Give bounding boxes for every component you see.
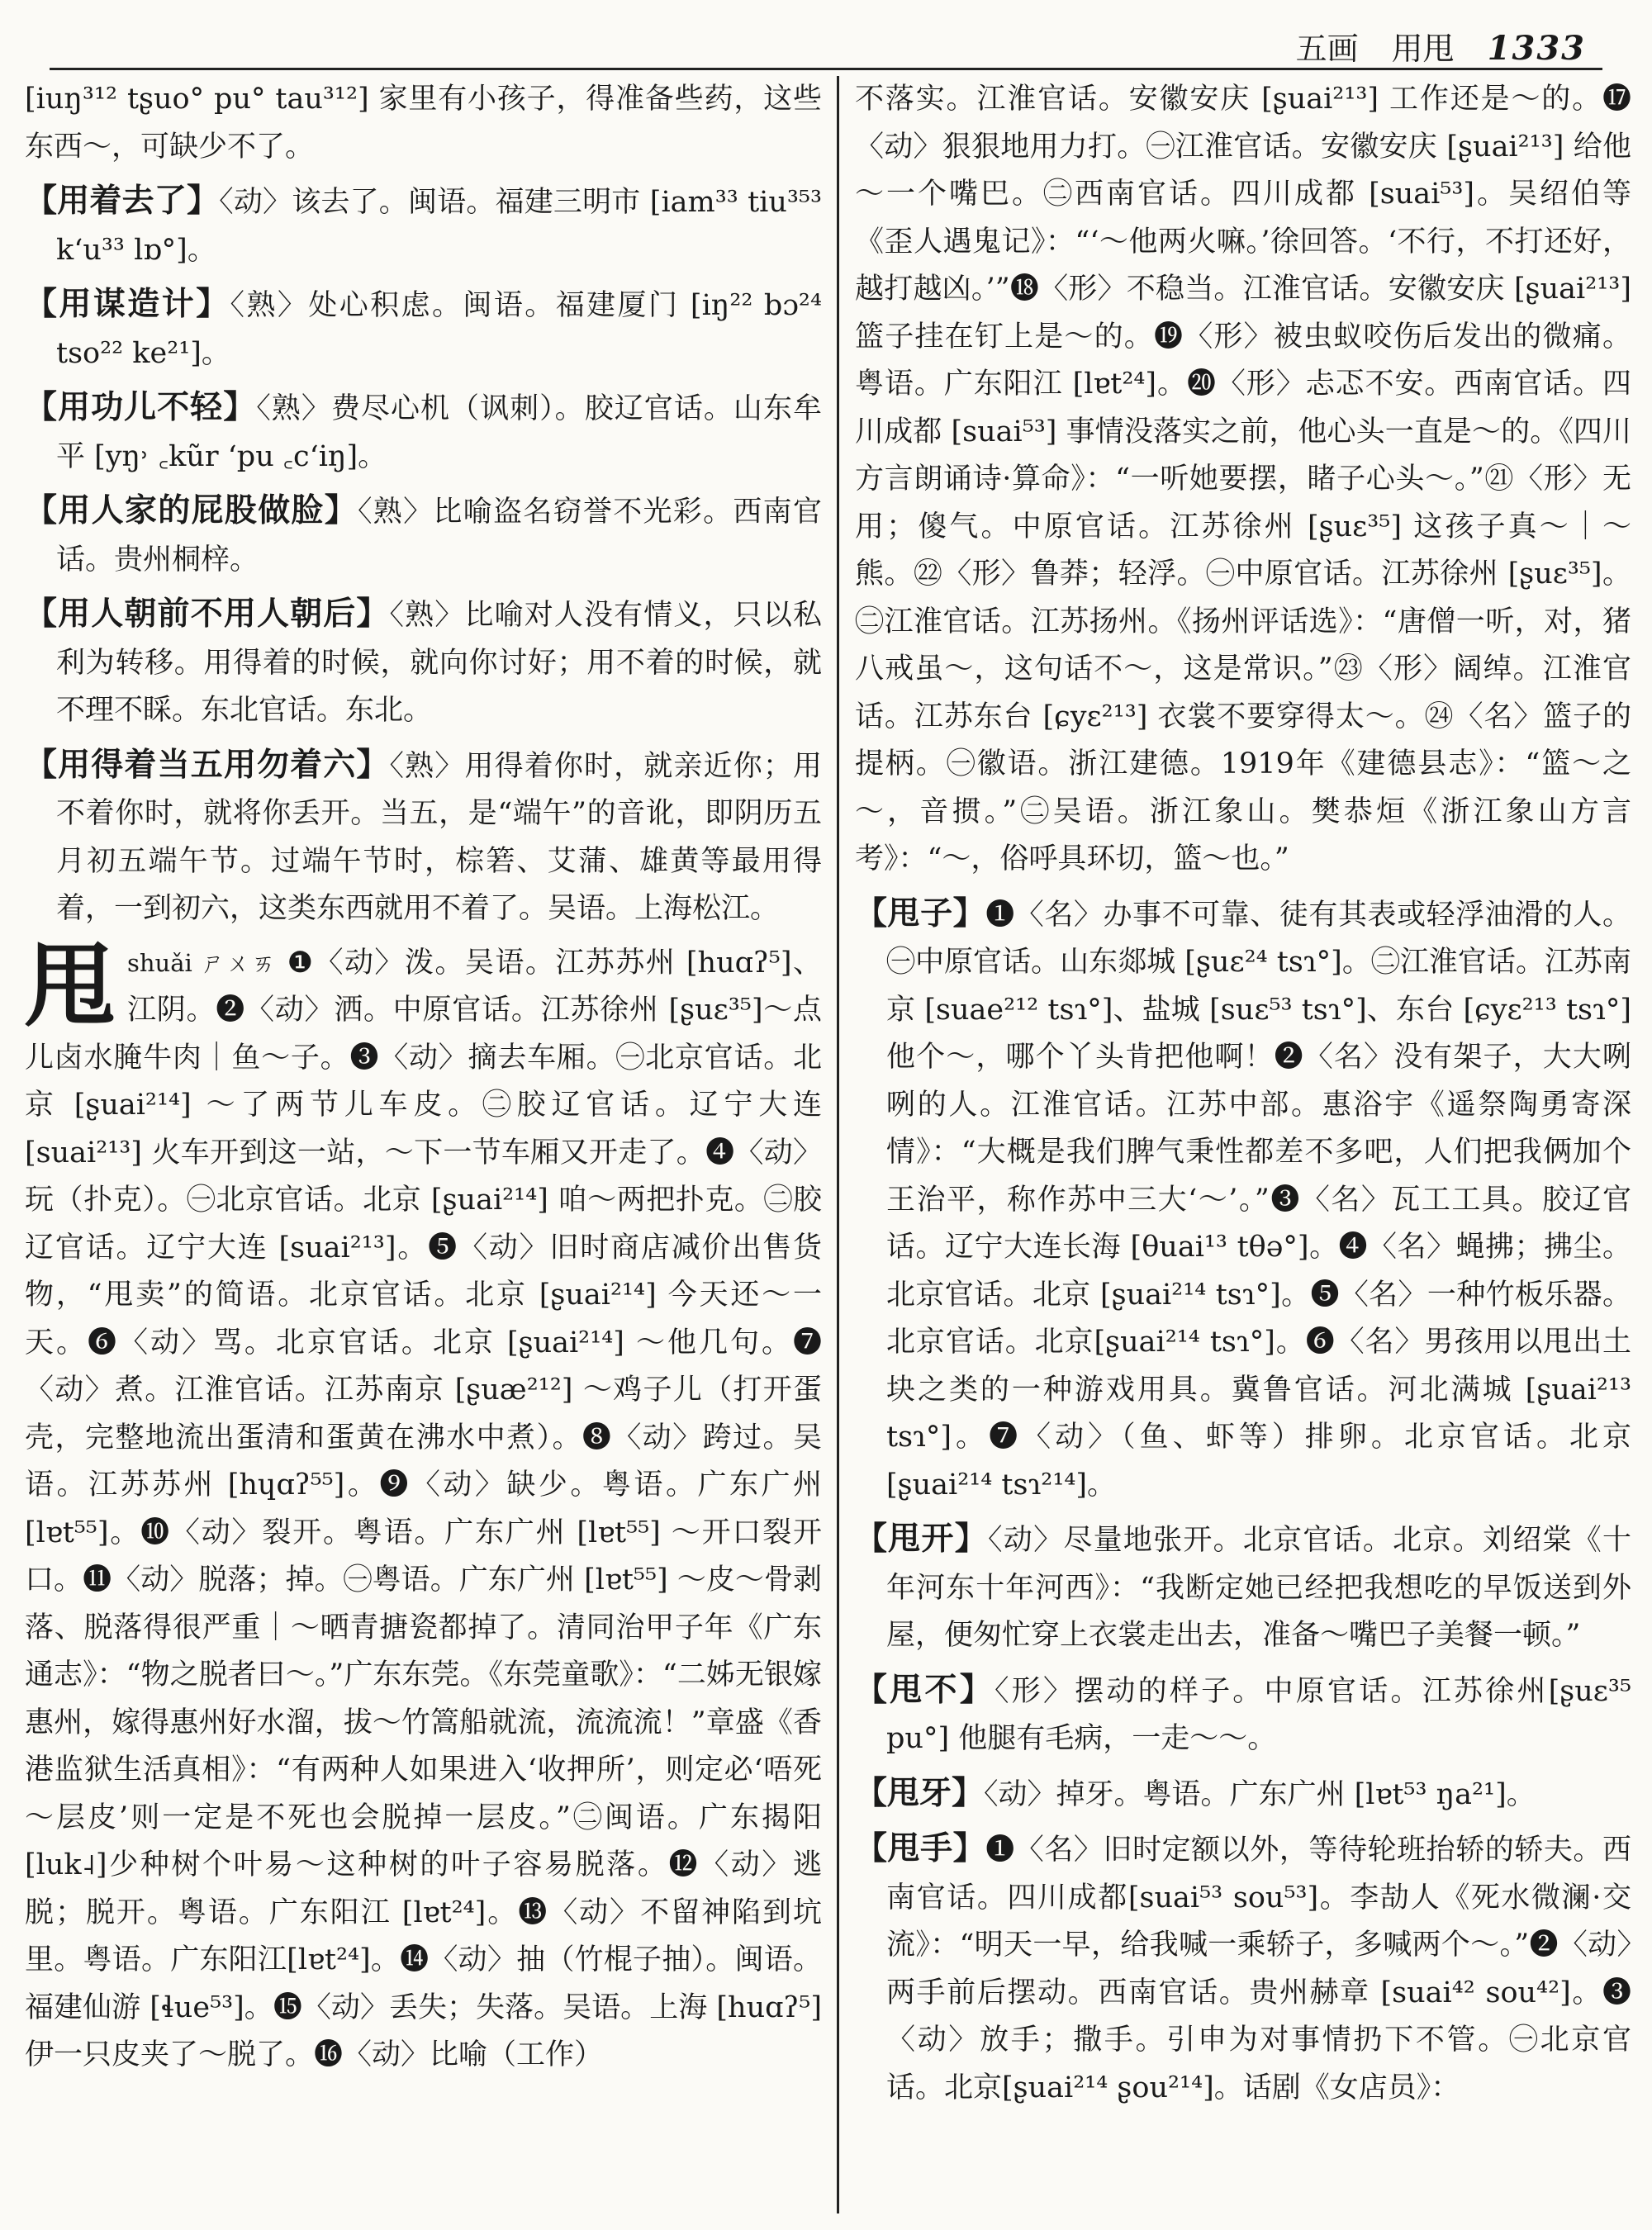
entry-headword: 【用功儿不轻】 xyxy=(25,388,257,426)
header-rule xyxy=(50,68,1602,70)
entry-headword: 【用人家的屁股做脸】 xyxy=(25,491,358,529)
entry-headword: 【甩牙】 xyxy=(855,1773,985,1812)
entry-definition: 〈动〉掉牙。粤语。广东广州 [lɐt⁵³ ŋa²¹]。 xyxy=(984,1777,1536,1811)
column-divider xyxy=(837,76,839,2213)
head-character-pinyin: shuǎi ㄕㄨㄞ xyxy=(127,948,277,977)
dictionary-entry xyxy=(25,384,822,481)
page-number: 1333 xyxy=(1487,29,1586,68)
entry-headword: 【用得着当五用勿着六】 xyxy=(25,745,390,784)
main-entry-definition: ❶〈动〉泼。吴语。江苏苏州 [huɑʔ⁵]、江阴。❷〈动〉洒。中原官话。江苏徐州 [ʂuɛ³⁵]～点儿卤水腌牛肉｜鱼～子。❸〈动〉摘去车厢。㊀北京官话。北京 [ʂuai²¹⁴] ～了两节儿车皮。㊁胶辽官话。辽宁大连 [suai²¹³] 火车开到这一站，～下一节车厢又开走了。❹〈动〉玩（扑克）。㊀北京官话。北京 [ʂuai²¹⁴] 咱～两把扑克。㊁胶辽官话。辽宁大连 [suai²¹³]。❺〈动〉旧时商店减价出售货物，“甩卖”的简语。北京官话。北京 [ʂuai²¹⁴] 今天还～一天。❻〈动〉骂。北京官话。北京 [ʂuai²¹⁴] ～他几句。❼〈动〉煮。江淮官话。江苏南京 [ʂuæ²¹²] ～鸡子儿（打开蛋壳，完整地流出蛋清和蛋黄在沸水中煮）。❽〈动〉跨过。吴语。江苏苏州 [hɥɑʔ⁵⁵]。❾〈动〉缺少。粤语。广东广州 [lɐt⁵⁵]。❿〈动〉裂开。粤语。广东广州 [lɐt⁵⁵] ～开口裂开口。⓫〈动〉脱落；掉。㊀粤语。广东广州 [lɐt⁵⁵] ～皮～骨剥落、脱落得很严重｜～晒青搪瓷都掉了。清同治甲子年《广东通志》：“物之脱者曰～。”广东东莞。《东莞童歌》：“二姊无银嫁惠州，嫁得惠州好水溜，拔～竹篙船就流，流流流！”章盛《香港监狱生活真相》：“有两种人如果进入‘收押所’，则定必‘唔死～层皮’则一定是不死也会脱掉一层皮。”㊁闽语。广东揭阳 [luk˨]少种树个叶易～这种树的叶子容易脱落。⓬〈动〉逃脱；脱开。粤语。广东阳江 [lɐt²⁴]。⓭〈动〉不留神陷到坑里。粤语。广东阳江[lɐt²⁴]。⓮〈动〉抽（竹棍子抽）。闽语。福建仙游 [ɬue⁵³]。⓯〈动〉丢失；失落。吴语。上海 [huɑʔ⁵] 伊一只皮夹了～脱了。⓰〈动〉比喻（工作） xyxy=(25,946,822,2071)
entry-definition: 〈熟〉比喻盗名窃誉不光彩。西南官话。贵州桐梓。 xyxy=(56,496,822,576)
entry-definition: 〈熟〉费尽心机（讽刺）。胶辽官话。山东牟平 [yŋ˒ ꜀kũr ʻpu ꜀cʻiŋ]。 xyxy=(56,392,822,473)
dictionary-entry xyxy=(855,890,1631,1510)
dictionary-entry xyxy=(25,591,822,735)
dictionary-entry xyxy=(25,742,822,933)
entry-headword: 【用人朝前不用人朝后】 xyxy=(25,595,390,633)
dictionary-entry xyxy=(25,487,822,584)
entry-headword: 【用着去了】 xyxy=(25,182,220,220)
dictionary-entry xyxy=(855,1825,1631,2112)
head-character: 甩 xyxy=(25,932,116,1039)
dictionary-entry xyxy=(855,1516,1631,1660)
entry-definition: ❶〈名〉办事不可靠、徒有其表或轻浮油滑的人。㊀中原官话。山东郯城 [ʂuɛ²⁴ tsɿ°]。㊁江淮官话。江苏南京 [suae²¹² tsɿ°]、盐城 [suɛ⁵³ tsɿ°]、东台 [ɕyɛ²¹³ tsɿ°]他个～，哪个丫头肯把他啊！❷〈名〉没有架子，大大咧咧的人。江淮官话。江苏中部。惠浴宇《遥祭陶勇寄深情》：“大概是我们脾气秉性都差不多吧，人们把我俩加个王治平，称作苏中三大‘～’。”❸〈名〉瓦工工具。胶辽官话。辽宁大连长海 [θuai¹³ tθə°]。❹〈名〉蝇拂；拂尘。北京官话。北京 [ʂuai²¹⁴ tsɿ°]。❺〈名〉一种竹板乐器。北京官话。北京[ʂuai²¹⁴ tsɿ°]。❻〈名〉男孩用以甩出土块之类的一种游戏用具。冀鲁官话。河北满城 [ʂuai²¹³ tsɿ°]。❼〈动〉（鱼、虾等）排卵。北京官话。北京 [ʂuai²¹⁴ tsɿ²¹⁴]。 xyxy=(886,898,1631,1502)
left-column xyxy=(25,76,822,2213)
dictionary-entry xyxy=(25,281,822,377)
entry-definition: ❶〈名〉旧时定额以外，等待轮班抬轿的轿夫。西南官话。四川成都[suai⁵³ sou⁵³]。李劼人《死水微澜·交流》：“明天一早，给我喊一乘轿子，多喊两个～。”❷〈动〉两手前后摆动。西南官话。贵州赫章 [suai⁴² sou⁴²]。❸〈动〉放手；撒手。引申为对事情扔下不管。㊀北京官话。北京[ʂuai²¹⁴ ʂou²¹⁴]。话剧《女店员》： xyxy=(886,1834,1631,2104)
entry-definition: 〈熟〉比喻对人没有情义，只以私利为转移。用得着的时候，就向你讨好；用不着的时候，就不理不睬。东北官话。东北。 xyxy=(56,599,822,727)
entry-definition: 〈动〉该去了。闽语。福建三明市 [iam³³ tiu³⁵³ kʻu³³ lɒ°]。 xyxy=(56,186,822,267)
entry-headword: 【甩开】 xyxy=(855,1520,989,1558)
entry-definition: 〈动〉尽量地张开。北京官话。北京。刘绍棠《十年河东十年河西》：“我断定她已经把我想吃的早饭送到外屋，便匆忙穿上衣裳走出去，准备～嘴巴子美餐一顿。” xyxy=(886,1524,1631,1652)
continued-entry-text: 不落实。江淮官话。安徽安庆 [ʂuai²¹³] 工作还是～的。⓱〈动〉狠狠地用力打。㊀江淮官话。安徽安庆 [ʂuai²¹³] 给他～一个嘴巴。㊁西南官话。四川成都 [suai⁵³]。吴绍伯等《歪人遇鬼记》：“‘～他两火嘛。’徐回答。‘不行，不打还好，越打越凶。’”⓲〈形〉不稳当。江淮官话。安徽安庆 [ʂuai²¹³] 篮子挂在钉上是～的。⓳〈形〉被虫蚁咬伤后发出的微痛。粤语。广东阳江 [lɐt²⁴]。⓴〈形〉忐忑不安。西南官话。四川成都 [suai⁵³] 事情没落实之前，他心头一直是～的。《四川方言朗诵诗·算命》：“一听她要摆，睹子心头～。”㉑〈形〉无用；傻气。中原官话。江苏徐州 [ʂuɛ³⁵] 这孩子真～｜～熊。㉒〈形〉鲁莽；轻浮。㊀中原官话。江苏徐州 [ʂuɛ³⁵]。㊁江淮官话。江苏扬州。《扬州评话选》：“唐僧一听，对，猪八戒虽～，这句话不～，这是常识。”㉓〈形〉阔绰。江淮官话。江苏东台 [ɕyɛ²¹³] 衣裳不要穿得太～。㉔〈名〉篮子的提柄。㊀徽语。浙江建德。1919年《建德县志》：“篮～之～，音掼。”㊁吴语。浙江象山。樊恭烜《浙江象山方言考》：“～，俗呼具环切，篮～也。” xyxy=(855,83,1631,875)
entry-headword: 【甩子】 xyxy=(855,894,986,932)
dictionary-entry xyxy=(855,1770,1631,1820)
right-column xyxy=(855,76,1631,2213)
section-label: 五画 xyxy=(1295,31,1359,67)
continued-entry-text: [iuŋ³¹² tʂuo° pu° tau³¹²] 家里有小孩子，得准备些药，这些东西～，可缺少不了。 xyxy=(25,83,822,164)
main-character-entry xyxy=(25,932,822,2080)
entry-headword: 【甩不】 xyxy=(855,1670,995,1709)
entry-headword: 【甩手】 xyxy=(855,1829,986,1867)
entry-definition: 〈形〉摆动的样子。中原官话。江苏徐州[ʂuɛ³⁵ pu°] 他腿有毛病，一走～～。 xyxy=(886,1674,1631,1755)
entry-definition: 〈熟〉处心积虑。闽语。福建厦门 [iŋ²² bɔ²⁴ tso²² ke²¹]。 xyxy=(56,289,822,370)
dictionary-entry xyxy=(25,178,822,274)
entry-definition: 〈熟〉用得着你时，就亲近你；用不着你时，就将你丢开。当五，是“端午”的音讹，即阴历五月初五端午节。过端午节时，棕箬、艾蒲、雄黄等最用得着，一到初六，这类东西就用不着了。吴语。上海松江。 xyxy=(56,749,822,925)
page-header xyxy=(1296,23,1586,69)
dictionary-entry xyxy=(855,1667,1631,1763)
entry-headword: 【用谋造计】 xyxy=(25,285,230,323)
header-words: 用甩 xyxy=(1391,31,1455,67)
